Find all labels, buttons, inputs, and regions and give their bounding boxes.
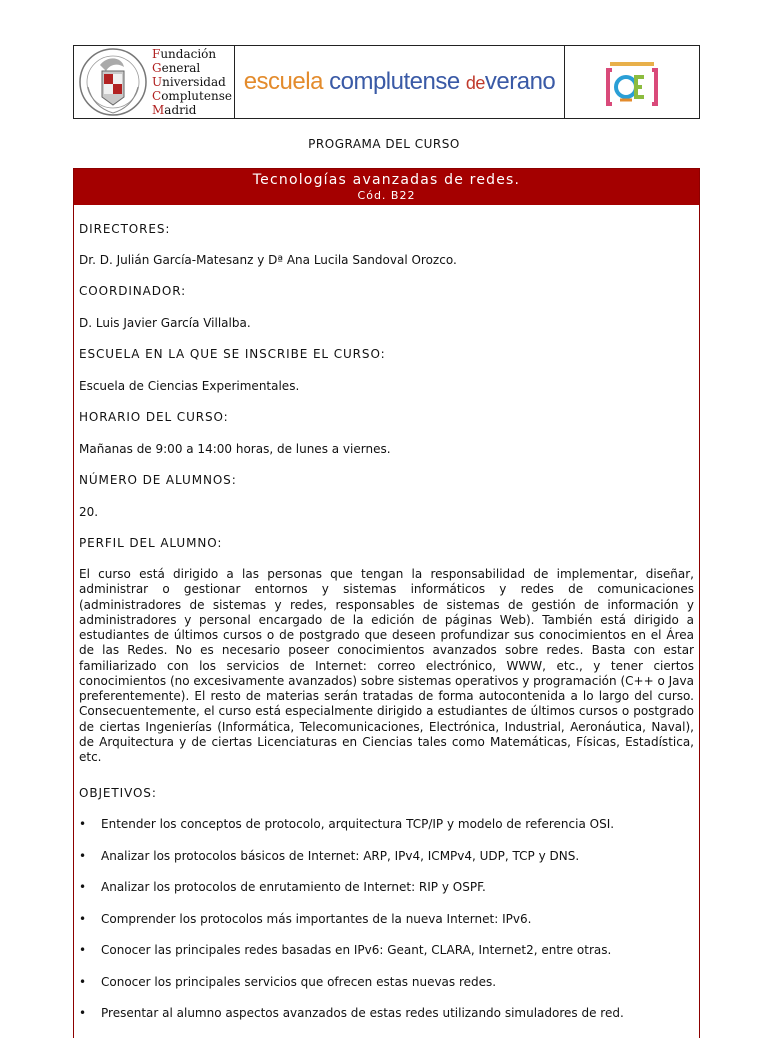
list-item: • Conocer los principales servicios que ofrecen estas nuevas redes. [79, 974, 497, 989]
list-item: • Conocer las principales redes basadas en IPv6: Geant, CLARA, Internet2, entre otras. [79, 943, 612, 957]
escuela-label: ESCUELA EN LA QUE SE INSCRIBE EL CURSO: [79, 347, 386, 361]
course-title: Tecnologías avanzadas de redes. [252, 172, 521, 188]
perfil-label: PERFIL DEL ALUMNO: [79, 536, 223, 550]
alumnos-label: NÚMERO DE ALUMNOS: [79, 473, 237, 487]
bullet-icon: • [79, 1006, 87, 1020]
horario-value: Mañanas de 9:00 a 14:00 horas, de lunes a viernes. [79, 442, 391, 456]
university-seal-icon [78, 47, 148, 117]
bullet-icon: • [79, 974, 87, 989]
list-item: • Analizar los protocolos de enrutamiento de Internet: RIP y OSPF. [79, 880, 486, 894]
objetivos-list [79, 817, 694, 1038]
oe-logo-icon [602, 52, 662, 112]
alumnos-value: 20. [79, 505, 99, 519]
course-box [73, 168, 700, 1038]
course-code: Cód. B22 [357, 189, 416, 202]
coordinador-value: D. Luis Javier García Villalba. [79, 316, 251, 330]
objetivos-label: OBJETIVOS: [79, 786, 157, 800]
escuela-value: Escuela de Ciencias Experimentales. [79, 379, 300, 393]
foundation-logo-cell [74, 46, 235, 118]
document-heading: PROGRAMA DEL CURSO [308, 137, 460, 151]
foundation-line: Madrid [152, 103, 197, 117]
foundation-line: Fundación [152, 47, 217, 61]
coordinador-label: COORDINADOR: [79, 284, 187, 298]
school-wordmark: escuela complutense deverano [243, 68, 556, 95]
directores-value: Dr. D. Julián García-Matesanz y Dª Ana Lucila Sandoval Orozco. [79, 253, 457, 267]
bullet-icon: • [79, 943, 87, 957]
bullet-icon: • [79, 848, 87, 863]
directores-label: DIRECTORES: [79, 222, 171, 236]
foundation-line: Universidad [152, 75, 226, 89]
bullet-icon: • [79, 817, 87, 831]
list-item: • Entender los conceptos de protocolo, arquitectura TCP/IP y modelo de referencia OSI. [79, 817, 615, 831]
foundation-line: General [152, 61, 201, 75]
list-item: • Presentar al alumno aspectos avanzados de estas redes utilizando simuladores de red. [79, 1006, 624, 1020]
list-item: • Comprender los protocolos más importantes de la nueva Internet: IPv6. [79, 911, 532, 926]
school-logo-cell [235, 46, 565, 118]
foundation-name [152, 47, 232, 117]
list-item: • Analizar los protocolos básicos de Internet: ARP, IPv4, ICMPv4, UDP, TCP y DNS. [79, 848, 580, 863]
bullet-icon: • [79, 880, 87, 894]
foundation-line: Complutense [152, 89, 232, 103]
document-header [73, 45, 700, 119]
perfil-paragraph: El curso está dirigido a las personas que tengan la responsabilidad de implementar, diseñar, administrar o gestionar entornos y sistemas informáticos y redes de comunicaciones (administradores de sistemas y redes, responsables de sistemas de gestión de información y administradores y personal encargado de la edición de páginas Web). También está dirigido a estudiantes de últimos cursos o de postgrado que deseen profundizar sus conocimientos en el Área de las Redes. No es necesario poseer conocimientos avanzados sobre redes. Basta con estar familiarizado con los servicios de Internet: correo electrónico, WWW, etc., y tener ciertos conocimientos (no excesivamente avanzados) sobre sistemas operativos y programación (C++ o Java preferentemente). El resto de materias serán tratadas de forma autocontenida a lo largo del curso. Consecuentemente, el curso está especialmente dirigido a estudiantes de últimos cursos o postgrado de ciertas Ingenierías (Informática, Telecomunicaciones, Electrónica, Industrial, Aeronáutica, Naval), de Arquitectura y de ciertas Licenciaturas en Ciencias tales como Matemáticas, Físicas, Estadística, etc. [79, 567, 694, 764]
bullet-icon: • [79, 911, 87, 926]
horario-label: HORARIO DEL CURSO: [79, 410, 229, 424]
oe-logo-cell [565, 46, 699, 118]
course-title-bar [74, 169, 699, 205]
